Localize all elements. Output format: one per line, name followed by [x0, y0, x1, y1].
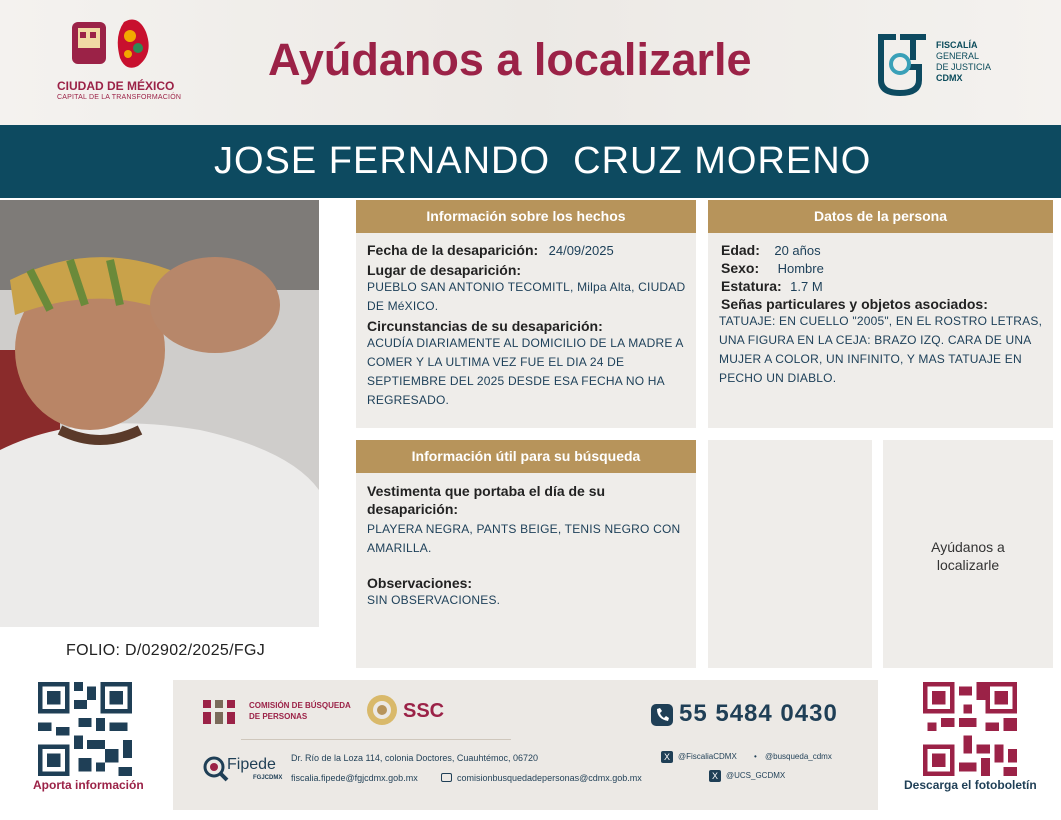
email-comision[interactable]: comisionbusquedadepersonas@cdmx.gob.mx	[457, 773, 642, 783]
page-headline: Ayúdanos a localizarle	[268, 34, 752, 85]
person-name-bar	[0, 125, 1061, 198]
hechos-title: Información sobre los hechos	[356, 200, 696, 233]
ssc-label: SSC	[403, 700, 445, 722]
person-name: JOSE FERNANDO CRUZ MORENO	[214, 140, 872, 182]
hechos-panel	[356, 200, 696, 428]
fipede-magnifier-icon	[203, 756, 229, 782]
estatura-label: Estatura:	[721, 278, 782, 294]
ssc-badge-icon	[366, 694, 398, 726]
senas-label: Señas particulares y objetos asociados:	[721, 296, 988, 312]
x-social-icon-2: X	[709, 770, 721, 782]
busqueda-panel	[356, 440, 696, 668]
fecha-value: 24/09/2025	[548, 243, 614, 258]
qr-left-caption: Aporta información	[33, 778, 144, 792]
sexo-value: Hombre	[777, 261, 824, 276]
social-ucs[interactable]: @UCS_GCDMX	[726, 771, 786, 780]
footer-panel	[173, 680, 878, 810]
person-photo	[0, 200, 319, 627]
edad-value: 20 años	[774, 243, 821, 258]
help-panel	[883, 440, 1053, 668]
qr-right-caption: Descarga el fotoboletín	[904, 778, 1037, 792]
folio-number: FOLIO: D/02902/2025/FGJ	[66, 642, 265, 659]
org-name: CIUDAD DE MÉXICO	[57, 79, 175, 93]
senas-value: TATUAJE: EN CUELLO "2005", EN EL ROSTRO LETRAS, UNA FIGURA EN LA CEJA: BRAZO IZQ. CARA DE UNA MUJER A COLOR, UN INFINITO, Y MAS TATUAJE EN PECHO UN DIABLO.	[719, 314, 1043, 385]
blank-panel	[708, 440, 872, 668]
datos-panel	[708, 200, 1053, 428]
x-social-icon: X	[661, 751, 673, 763]
observaciones-value: SIN OBSERVACIONES.	[367, 593, 501, 607]
circunstancias-label: Circunstancias de su desaparición:	[367, 318, 603, 334]
lugar-label: Lugar de desaparición:	[367, 262, 522, 278]
estatura-value: 1.7 M	[790, 279, 823, 294]
mail-icon	[441, 773, 452, 782]
circunstancias-value: ACUDÍA DIARIAMENTE AL DOMICILIO DE LA MADRE A COMER Y LA ULTIMA VEZ FUE EL DIA 24 DE SEPTIEMBRE DEL 2025 DESDE ESA FECHA NO HA REGRESADO.	[367, 336, 683, 407]
help-text: Ayúdanos a localizarle	[931, 539, 1005, 573]
fipede-label: Fipede	[227, 756, 276, 773]
fiscalia-name	[936, 40, 991, 84]
phone-icon	[651, 704, 673, 726]
comision-name: COMISIÓN DE BÚSQUEDA DE PERSONAS	[249, 701, 351, 721]
fiscalia-line-4: CDMX	[936, 73, 963, 83]
footer-divider	[241, 739, 511, 740]
busqueda-title: Información útil para su búsqueda	[356, 440, 696, 473]
sexo-label: Sexo:	[721, 260, 760, 276]
fiscalia-line-1: FISCALÍA	[936, 40, 978, 50]
social-fiscalia[interactable]: @FiscaliaCDMX	[678, 752, 737, 761]
fiscalia-line-3: DE JUSTICIA	[936, 62, 992, 72]
edad-label: Edad:	[721, 242, 760, 258]
social-separator: •	[754, 752, 757, 761]
qr-code-fotoboletin-icon[interactable]	[923, 682, 1017, 776]
fiscalia-logo-icon	[872, 30, 932, 96]
social-busqueda[interactable]: @busqueda_cdmx	[765, 752, 832, 761]
address: Dr. Río de la Loza 114, colonia Doctores, Cuauhtémoc, 06720	[291, 753, 538, 763]
datos-title: Datos de la persona	[708, 200, 1053, 233]
observaciones-label: Observaciones:	[367, 575, 473, 591]
comision-logo-icon	[203, 700, 241, 724]
qr-code-aporta-icon[interactable]	[38, 682, 132, 776]
fecha-label: Fecha de la desaparición:	[367, 242, 539, 258]
fipede-sub: FGJCDMX	[253, 775, 283, 781]
vestimenta-label: Vestimenta que portaba el día de su desaparición:	[367, 483, 606, 517]
lugar-value: PUEBLO SAN ANTONIO TECOMITL, Milpa Alta, CIUDAD DE MéXICO.	[367, 280, 686, 313]
org-subtitle: CAPITAL DE LA TRANSFORMACIÓN	[57, 94, 182, 101]
header-banner	[0, 0, 1061, 125]
phone-number[interactable]: 55 5484 0430	[679, 700, 838, 727]
fiscalia-line-2: GENERAL	[936, 51, 980, 61]
photo-illustration	[0, 200, 319, 627]
email-fipede[interactable]: fiscalia.fipede@fgjcdmx.gob.mx	[291, 773, 418, 783]
vestimenta-value: PLAYERA NEGRA, PANTS BEIGE, TENIS NEGRO CON AMARILLA.	[367, 522, 681, 555]
